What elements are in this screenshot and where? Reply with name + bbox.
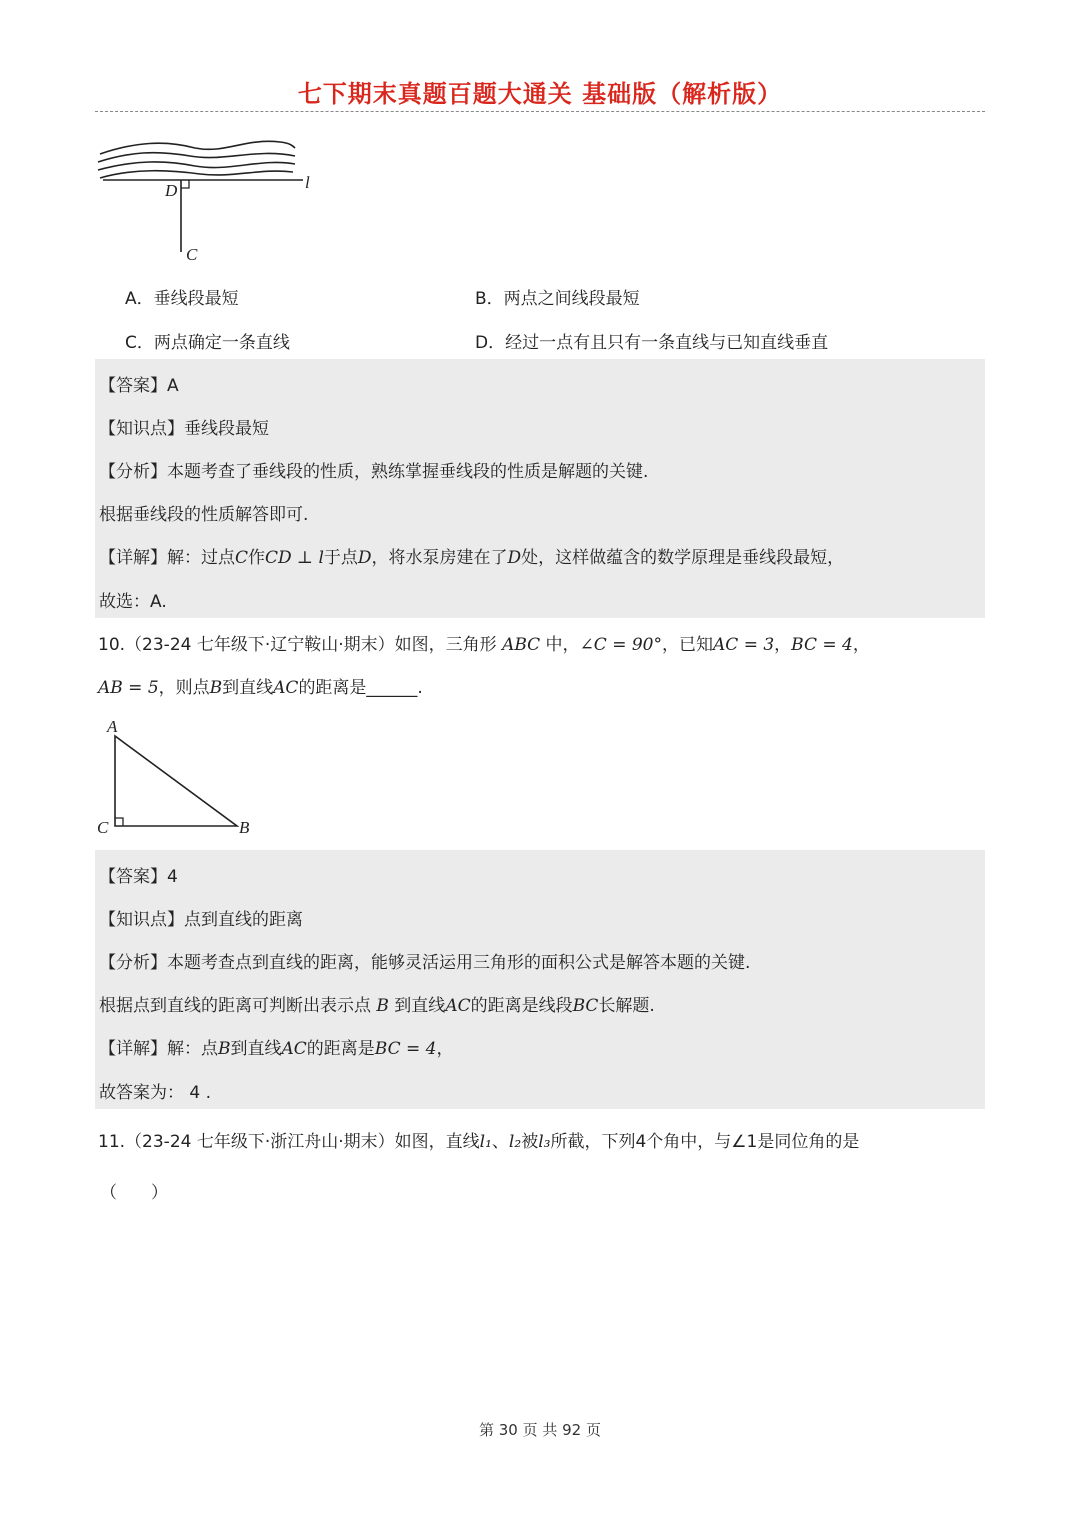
right-angle-mark-c [115, 818, 123, 826]
q10-analysis-2: 根据点到直线的距离可判断出表示点 B 到直线AC的距离是线段BC长解题. [99, 996, 655, 1016]
q10-detail: 【详解】解：点B到直线AC的距离是BC = 4， [99, 1039, 454, 1059]
q9-conclusion: 故选：A. [99, 592, 167, 612]
option-c: C．两点确定一条直线 [125, 333, 290, 353]
right-angle-mark-d [181, 180, 189, 188]
river-wave-2 [98, 153, 295, 162]
triangle-abc [115, 736, 237, 826]
q10-knowledge-point: 【知识点】点到直线的距离 [99, 910, 303, 930]
header-divider [95, 111, 985, 112]
label-d: D [165, 181, 178, 200]
river-wave-3 [98, 162, 295, 170]
page-footer: 第 30 页 共 92 页 [478, 1421, 601, 1439]
option-a: A．垂线段最短 [125, 289, 239, 309]
label-l: l [305, 173, 310, 192]
q10-analysis: 【分析】本题考查点到直线的距离，能够灵活运用三角形的面积公式是解答本题的关键. [99, 953, 751, 973]
river-wave-1 [100, 141, 295, 154]
q9-detail: 【详解】解：过点C作CD ⊥ l于点D，将水泵房建在了D处，这样做蕴含的数学原理是垂线段最短， [99, 548, 845, 568]
label-a: A [107, 717, 118, 736]
q9-analysis: 【分析】本题考查了垂线段的性质，熟练掌握垂线段的性质是解题的关键. [99, 462, 649, 482]
river-perpendicular-figure [95, 132, 325, 272]
q11-stem: 11.（23-24 七年级下·浙江舟山·期末）如图，直线l₁、l₂被l₃所截，下列4个角中，与∠1是同位角的是 [98, 1132, 860, 1152]
label-b: B [239, 818, 250, 837]
page-header-title: 七下期末真题百题大通关 基础版（解析版） [297, 80, 783, 108]
q10-solution-panel [95, 850, 985, 1109]
q9-solution-panel [95, 359, 985, 618]
label-c-tri: C [97, 818, 109, 837]
q9-analysis-2: 根据垂线段的性质解答即可. [99, 505, 309, 525]
q10-answer: 【答案】4 [99, 867, 178, 887]
label-c: C [186, 245, 198, 264]
q10-stem: 10.（23-24 七年级下·辽宁鞍山·期末）如图，三角形 ABC 中，∠C = 90°，已知AC = 3，BC = 4， [98, 635, 870, 655]
q9-knowledge-point: 【知识点】垂线段最短 [99, 419, 269, 439]
q11-answer-bracket: （ ） [100, 1183, 168, 1203]
river-wave-4 [100, 171, 293, 178]
right-triangle-figure [95, 712, 265, 842]
option-d: D．经过一点有且只有一条直线与已知直线垂直 [475, 333, 829, 353]
q9-answer: 【答案】A [99, 376, 179, 396]
q10-conclusion: 故答案为： 4 . [99, 1083, 212, 1103]
option-b: B．两点之间线段最短 [475, 289, 640, 309]
q10-stem-line-2: AB = 5，则点B到直线AC的距离是______. [98, 678, 423, 698]
